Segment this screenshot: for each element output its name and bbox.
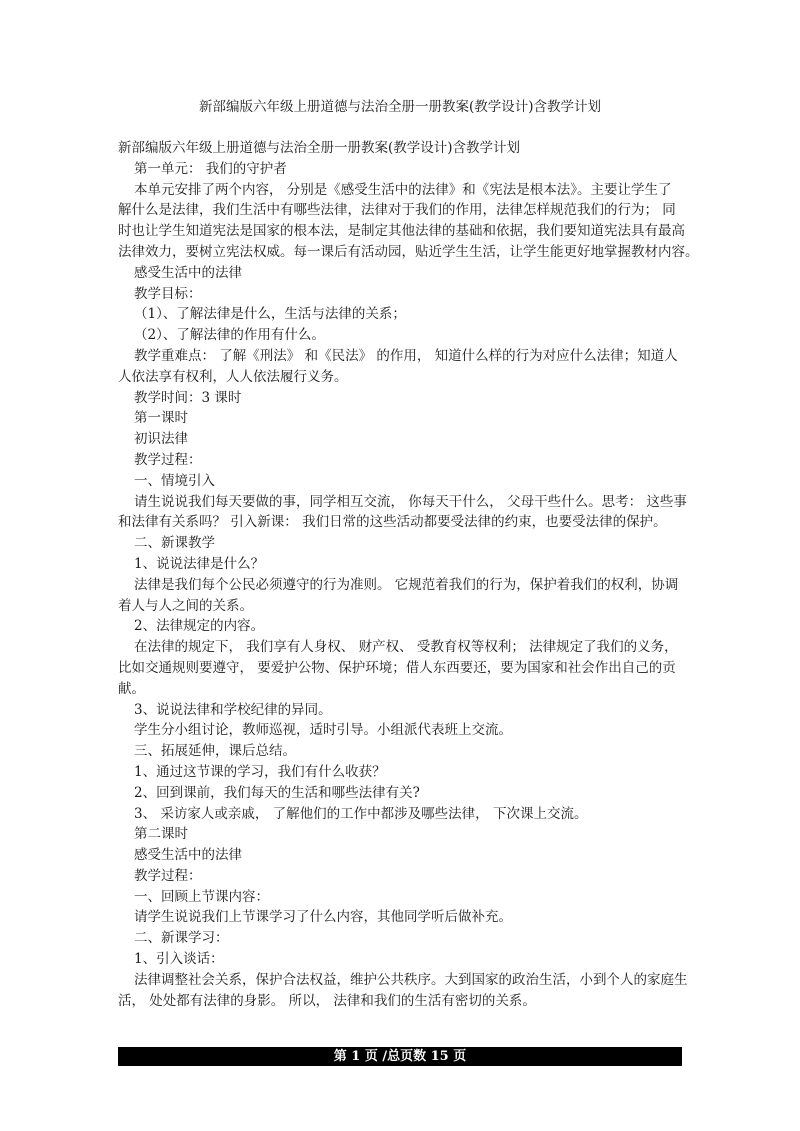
- paragraph-line: 学生分小组讨论，教师巡视，适时引导。小组派代表班上交流。: [134, 722, 512, 739]
- paragraph-line: 2、法律规定的内容。: [134, 618, 265, 635]
- paragraph-line: 教学过程：: [134, 867, 202, 884]
- paragraph-line: 1、通过这节课的学习，我们有什么收获？: [134, 763, 386, 780]
- paragraph-line: 感受生活中的法律: [134, 847, 242, 864]
- paragraph-line: 法律调整社会关系，保护合法权益，维护公共秩序。大到国家的政治生活，小到个人的家庭生: [134, 971, 688, 988]
- paragraph-line: 在法律的规定下， 我们享有人身权、 财产权、 受教育权等权利； 法律规定了我们的义务，: [134, 639, 678, 656]
- paragraph-line: 3、 采访家人或亲戚， 了解他们的工作中都涉及哪些法律， 下次课上交流。: [134, 805, 588, 822]
- paragraph-line: 解什么是法律，我们生活中有哪些法律，法律对于我们的作用，法律怎样规范我们的行为； 同: [118, 202, 676, 219]
- paragraph-line: 3、说说法律和学校纪律的异同。: [134, 701, 332, 718]
- paragraph-line: 请学生说说我们上节课学习了什么内容，其他同学听后做补充。: [134, 909, 512, 926]
- paragraph-line: 初识法律: [134, 431, 188, 448]
- paragraph-line: 和法律有关系吗？ 引入新课： 我们日常的这些活动都要受法律的约束，也要受法律的保护。: [118, 514, 667, 531]
- page-footer: 第 1 页 /总页数 15 页: [118, 1047, 682, 1066]
- paragraph-line: 第一课时: [134, 410, 188, 427]
- paragraph-line: 一、回顾上节课内容：: [134, 888, 269, 905]
- paragraph-line: 新部编版六年级上册道德与法治全册一册教案(教学设计)含教学计划: [118, 140, 521, 156]
- paragraph-line: 本单元安排了两个内容， 分别是《感受生活中的法律》和《宪法是根本法》。主要让学生了: [134, 181, 672, 198]
- paragraph-line: 二、新课学习：: [134, 930, 229, 947]
- paragraph-line: 教学重难点： 了解《刑法》 和《民法》 的作用， 知道什么样的行为对应什么法律；知道人: [134, 347, 678, 364]
- paragraph-line: 第二课时: [134, 826, 188, 843]
- paragraph-line: 三、拓展延伸，课后总结。: [134, 743, 296, 760]
- paragraph-line: 法律是我们每个公民必须遵守的行为准则。 它规范着我们的行为，保护着我们的权利，协调: [134, 576, 679, 593]
- document-body: [118, 138, 699, 1011]
- paragraph-line: 人依法享有权利，人人依法履行义务。: [118, 368, 348, 385]
- paragraph-line: 2、回到课前，我们每天的生活和哪些法律有关?: [134, 784, 420, 801]
- paragraph-line: 时也让学生知道宪法是国家的根本法，是制定其他法律的基础和依据，我们要知道宪法具有最高: [118, 223, 685, 240]
- paragraph-line: 法律效力，要树立宪法权威。每一课后有活动园，贴近学生生活，让学生能更好地掌握教材内容。: [118, 243, 699, 260]
- paragraph-line: 1、引入谈话：: [134, 951, 224, 968]
- paragraph-line: 教学时间：3 课时: [134, 389, 242, 406]
- paragraph-line: 活， 处处都有法律的身影。 所以， 法律和我们的生活有密切的关系。: [118, 992, 536, 1009]
- paragraph-line: 1、说说法律是什么？: [134, 555, 265, 572]
- paragraph-line: 教学过程：: [134, 451, 202, 468]
- paragraph-line: 感受生活中的法律: [134, 264, 242, 281]
- paragraph-line: 二、新课教学: [134, 535, 215, 552]
- paragraph-line: （1）、了解法律是什么，生活与法律的关系；: [134, 306, 406, 323]
- paragraph-line: 教学目标：: [134, 285, 202, 302]
- paragraph-line: 比如交通规则要遵守， 要爱护公物、保护环境；借人东西要还，要为国家和社会作出自己的贡: [118, 659, 676, 676]
- paragraph-line: （2）、了解法律的作用有什么。: [134, 327, 325, 344]
- paragraph-line: 请生说说我们每天要做的事，同学相互交流， 你每天干什么， 父母干些什么。思考： 这些事: [134, 493, 687, 510]
- paragraph-line: 献。: [118, 680, 145, 697]
- paragraph-line: 一、情境引入: [134, 472, 215, 489]
- paragraph-line: 第一单元： 我们的守护者: [134, 160, 287, 177]
- page-title: 新部编版六年级上册道德与法治全册一册教案(教学设计)含教学计划: [198, 99, 602, 115]
- paragraph-line: 着人与人之间的关系。: [118, 597, 253, 614]
